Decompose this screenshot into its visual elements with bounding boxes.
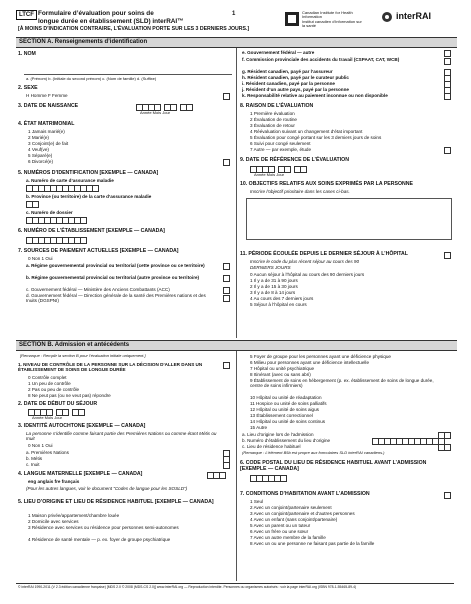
b7-opt-4: 4 Avec un enfant (sans conjoint/partenaire) bbox=[250, 517, 338, 522]
b7-opt-6: 6 Avec un frère ou une sœur bbox=[250, 529, 309, 534]
a7-opt-b: b. Régime gouvernemental provincial ou territorial (autre province ou territoire) bbox=[26, 275, 200, 280]
a9-label: 9. DATE DE RÉFÉRENCE DE L’ÉVALUATION bbox=[240, 157, 349, 163]
b5-opt-8: 8 Itinérant (avec ou sans abri) bbox=[250, 372, 311, 377]
footer-copyright: © interRAI 1990-2011 (V 2.3 édition canadienne française) [MDS 2.0 © 2008 (MDS-CS 2.0)] www.interRAI.org — Reproduction interdite. Personnes ou organismes autorisés : voir la page interRAI.org (ISBN 978-1-55465-89-4) bbox=[18, 585, 357, 589]
b5-opt-5: 5 Foyer de groupe pour les personnes ayant une déficience physique bbox=[250, 354, 391, 359]
a7-opt-a: a. Régime gouvernemental provincial ou territorial (cette province ou ce territoire) bbox=[26, 263, 205, 268]
a7a-box[interactable] bbox=[223, 263, 230, 270]
a4-opt-2: 2 Marié(e) bbox=[28, 135, 49, 140]
brand-name: interRAI bbox=[396, 11, 432, 21]
a1-label: 1. NOM bbox=[18, 51, 36, 57]
a1-name-line[interactable] bbox=[24, 74, 232, 75]
a7k-box[interactable] bbox=[444, 93, 451, 100]
a7-opt-k: k. Responsabilité relative au paiement inconnue ou non disponible bbox=[242, 93, 388, 98]
b7-opt-3: 3 Avec un conjoint/partenaire et d’autres personnes bbox=[250, 511, 355, 516]
b7-label: 7. CONDITIONS D’HABITATION AVANT L’ADMISSION bbox=[240, 491, 370, 497]
a11-opt-0: 0 Aucun séjour à l’hôpital au cours des 90 derniers jours bbox=[250, 272, 365, 277]
a11-note-2: DERNIERS JOURS bbox=[250, 265, 291, 270]
b5c-label: c. Lieu de résidence habituel bbox=[242, 444, 301, 449]
a7c-box[interactable] bbox=[223, 287, 230, 294]
a4-answer-box[interactable] bbox=[223, 159, 230, 166]
b5-remark: (Remarque : L’élément B5b est propre aux formulaires SLD interRAI canadiens.) bbox=[242, 450, 385, 455]
b5-opt-10: 10 Hôpital ou unité de réadaptation bbox=[250, 395, 322, 400]
footer-rule bbox=[16, 583, 454, 584]
a7-opt-j: j. Résident d’un autre pays, payé par la personne bbox=[242, 87, 349, 92]
b3-opt-a: a. Premières Nations bbox=[26, 450, 69, 455]
a7-opt-c: c. Gouvernement fédéral — Ministère des Anciens Combattants (ACC) bbox=[26, 287, 170, 292]
b7-answer-box[interactable] bbox=[444, 492, 451, 499]
b1-answer-box[interactable] bbox=[223, 362, 230, 369]
column-divider-b bbox=[236, 351, 237, 581]
form-title-line1: Formulaire d’évaluation pour soins de bbox=[38, 10, 154, 17]
section-a-header bbox=[16, 37, 457, 48]
b7-opt-1: 1 Seul bbox=[250, 499, 264, 504]
b3-note: La personne s’identifie comme faisant partie des Premières Nations ou comme étant Métis ou Inuit bbox=[26, 431, 217, 442]
b5-opt-4: 4 Résidence de santé mentale — p. ex. foyer de groupe psychiatrique bbox=[28, 537, 171, 542]
a1-name-parts: a. (Prénom) b. (Initiale du second prénom) c. (Nom de famille) d. (Suffixe) bbox=[26, 76, 157, 81]
a4-opt-3: 3 Conjoint(e) de fait bbox=[28, 141, 69, 146]
a7b-box[interactable] bbox=[223, 275, 230, 282]
b4-label: 4. LANGUE MATERNELLE [EXEMPLE — CANADA] bbox=[18, 471, 143, 477]
column-divider bbox=[236, 48, 237, 338]
a7-opt-i: i. Résident canadien, payé par la personne bbox=[242, 81, 335, 86]
b7-opt-8: 8 Avec un ou une personne ne faisant pas partie de la famille bbox=[250, 541, 375, 546]
a7-legend: 0 Non 1 Oui bbox=[28, 256, 53, 261]
a7-opt-h: h. Résident canadien, payé par le curateur public bbox=[242, 75, 349, 80]
form-sheet bbox=[16, 8, 457, 596]
b3c-box[interactable] bbox=[223, 462, 230, 469]
a8-opt-6: 6 Suivi pour congé seulement bbox=[250, 141, 311, 146]
b5-opt-13: 13 Établissement correctionnel bbox=[250, 413, 313, 418]
a8-opt-7: 7 Autre — par exemple, étude bbox=[250, 147, 312, 152]
a10-note: Inscrire l’objectif prioritaire dans les cases ci-bas. bbox=[250, 189, 350, 194]
a4-opt-4: 4 Veuf(ve) bbox=[28, 147, 49, 152]
a3-label: 3. DATE DE NAISSANCE bbox=[18, 103, 79, 109]
a11-opt-3: 3 Il y a de 8 à 14 jours bbox=[250, 290, 296, 295]
cihi-name-en: Canadian Institute for Health Information bbox=[302, 10, 353, 20]
a11-opt-2: 2 Il y a de 15 à 30 jours bbox=[250, 284, 298, 289]
b-remark: [Remarque : Remplir la section B pour l’évaluation initiale uniquement.] bbox=[20, 353, 146, 358]
a11-opt-5: 5 Séjour à l’hôpital en cours bbox=[250, 302, 307, 307]
a2-options: H Homme F Femme bbox=[26, 93, 68, 98]
a7-label: 7. SOURCES DE PAIEMENT ACTUELLES [EXEMPLE — CANADA] bbox=[18, 248, 179, 254]
b5a-label: a. Lieu d’origine lors de l’admission bbox=[242, 432, 314, 437]
a5b-label: b. Province (ou territoire) de la carte d’assurance maladie bbox=[26, 194, 152, 199]
b4-note: (Pour les autres langues, voir le document “Codes de langue pour les SOSLD”) bbox=[26, 486, 188, 491]
b3-opt-c: c. Inuit bbox=[26, 462, 40, 467]
a8-label: 8. RAISON DE L’ÉVALUATION bbox=[240, 103, 314, 109]
a8-opt-5: 5 Évaluation pour congé portant sur les 3 derniers jours de soins bbox=[250, 135, 382, 140]
cihi-logo-icon bbox=[285, 12, 299, 26]
b1-opt-0: 0 Contrôle complet bbox=[28, 375, 67, 380]
b2-label: 2. DATE DE DÉBUT DU SÉJOUR bbox=[18, 401, 98, 407]
b5-opt-7: 7 Hôpital ou unité psychiatrique bbox=[250, 366, 315, 371]
section-a-title: SECTION A. Renseignements d’identification bbox=[19, 39, 148, 45]
b1-opt-2: 2 Pas ou peu de contrôle bbox=[28, 387, 80, 392]
a8-opt-3: 3 Évaluation de retour bbox=[250, 123, 295, 128]
b2-date-parts: Année Mois Jour bbox=[32, 415, 63, 420]
b5-label: 5. LIEU D’ORIGINE ET LIEU DE RÉSIDENCE HABITUEL [EXEMPLE — CANADA] bbox=[18, 499, 214, 505]
a2-answer-box[interactable] bbox=[223, 93, 230, 100]
b5-opt-1: 1 Maison privée/appartement/chambre louée bbox=[28, 513, 120, 518]
a3-date-parts: Année Mois Jour bbox=[140, 110, 171, 115]
a7f-box[interactable] bbox=[444, 58, 451, 65]
interrai-logo-icon bbox=[382, 12, 392, 22]
b7-opt-5: 5 Avec un parent ou un tuteur bbox=[250, 523, 311, 528]
a10-goal-field[interactable] bbox=[246, 198, 452, 240]
a11-label: 11. PÉRIODE ÉCOULÉE DEPUIS LE DERNIER SÉJOUR À L’HÔPITAL bbox=[240, 251, 408, 257]
b5-opt-3: 3 Résidence avec services ou résidence pour personnes semi-autonomes bbox=[28, 525, 179, 530]
b5-opt-6: 6 Milieu pour personnes ayant une déficience intellectuelle bbox=[250, 360, 370, 365]
a8-opt-2: 2 Évaluation de routine bbox=[250, 117, 297, 122]
a4-label: 4. ÉTAT MATRIMONIAL bbox=[18, 121, 75, 127]
a7-opt-e: e. Gouvernement fédéral — autre bbox=[242, 50, 315, 55]
a2-label: 2. SEXE bbox=[18, 85, 38, 91]
b5-opt-11: 11 Hospice ou unité de soins palliatifs bbox=[250, 401, 327, 406]
a11-note-1: Inscrire le code du plus récent séjour au cours des 90 bbox=[250, 259, 360, 264]
a10-label: 10. OBJECTIFS RELATIFS AUX SOINS EXPRIMÉS PAR LA PERSONNE bbox=[240, 181, 413, 187]
b5-opt-14: 14 Hôpital ou unité de soins continus bbox=[250, 419, 326, 424]
a7-opt-f: f. Commission provinciale des accidents du travail (CSPAAT, CAT, WCB) bbox=[242, 57, 400, 62]
b1-label: 1. NIVEAU DE CONTRÔLE DE LA PERSONNE SUR LA DÉCISION D’ALLER DANS UN ÉTABLISSEMENT DE SOINS DE LONGUE DURÉE bbox=[18, 362, 203, 373]
a7e-box[interactable] bbox=[444, 50, 451, 57]
b5-opt-9: 9 Établissement de soins en hébergement (p. ex. établissement de soins de longue durée, centre de soins infirmiers) bbox=[250, 378, 434, 389]
b3-legend: 0 Non 1 Oui bbox=[28, 443, 53, 448]
section-b-title: SECTION B. Admission et antécédents bbox=[19, 342, 130, 348]
form-subtitle: [À MOINS D’INDICATION CONTRAIRE, L’ÉVALUATION PORTE SUR LES 3 DERNIERS JOURS.] bbox=[18, 26, 250, 32]
b4-options: eng anglais fre français bbox=[28, 479, 80, 484]
b3-opt-b: b. Métis bbox=[26, 456, 43, 461]
a8-opt-1: 1 Première évaluation bbox=[250, 111, 295, 116]
b1-opt-1: 1 Un peu de contrôle bbox=[28, 381, 71, 386]
b6-label: 6. CODE POSTAL DU LIEU DE RÉSIDENCE HABITUEL AVANT L’ADMISSION [EXEMPLE — CANADA] bbox=[240, 460, 427, 472]
a5c-label: c. Numéro de dossier bbox=[26, 210, 73, 215]
form-title-line2: longue durée en établissement (SLD) interRAI™ bbox=[38, 18, 184, 25]
a11-opt-1: 1 Il y a de 31 à 90 jours bbox=[250, 278, 298, 283]
cihi-name-fr: Institut canadien d’information sur la santé bbox=[302, 19, 362, 29]
a6-label: 6. NUMÉRO DE L’ÉTABLISSEMENT [EXEMPLE — CANADA] bbox=[18, 228, 165, 234]
a4-opt-1: 1 Jamais marié(e) bbox=[28, 129, 65, 134]
b5-opt-2: 2 Domicile avec services bbox=[28, 519, 79, 524]
b5-opt-12: 12 Hôpital ou unité de soins aigus bbox=[250, 407, 319, 412]
a9-date-parts: Année Mois Jour bbox=[254, 172, 285, 177]
a4-opt-5: 5 Séparé(e) bbox=[28, 153, 53, 158]
a7-opt-g: g. Résident canadien, payé par l’assureur bbox=[242, 69, 333, 74]
b1-opt-8: 8 Ne peut pas (ou ne veut pas) répondre bbox=[28, 393, 111, 398]
a7d-box[interactable] bbox=[223, 295, 230, 302]
a11-opt-4: 4 Au cours des 7 derniers jours bbox=[250, 296, 314, 301]
a4-opt-6: 6 Divorcé(e) bbox=[28, 159, 54, 164]
ltcf-badge: LTCF bbox=[16, 10, 37, 20]
a11-answer-box[interactable] bbox=[444, 252, 451, 259]
section-b-header bbox=[16, 340, 457, 351]
a8-answer-box[interactable] bbox=[444, 147, 451, 154]
b7-opt-2: 2 Avec un conjoint/partenaire seulement bbox=[250, 505, 332, 510]
a5-label: 5. NUMÉROS D’IDENTIFICATION [EXEMPLE — CANADA] bbox=[18, 170, 159, 176]
b3-label: 3. IDENTITÉ AUTOCHTONE [EXEMPLE — CANADA] bbox=[18, 423, 146, 429]
page-number: 1 bbox=[232, 11, 236, 17]
a7-opt-d: d. Gouvernement fédéral — Direction générale de la santé des Premières nations et des Inuits (DGSPNI) bbox=[26, 293, 206, 304]
b5-opt-15: 15 Autre bbox=[250, 425, 268, 430]
b7-opt-7: 7 Avec un autre membre de la famille bbox=[250, 535, 326, 540]
b5b-label: b. Numéro d’établissement du lieu d’origine bbox=[242, 438, 331, 443]
a8-opt-4: 4 Réévaluation suivant un changement d’état important bbox=[250, 129, 363, 134]
a5a-label: a. Numéro de carte d’assurance maladie bbox=[26, 178, 114, 183]
